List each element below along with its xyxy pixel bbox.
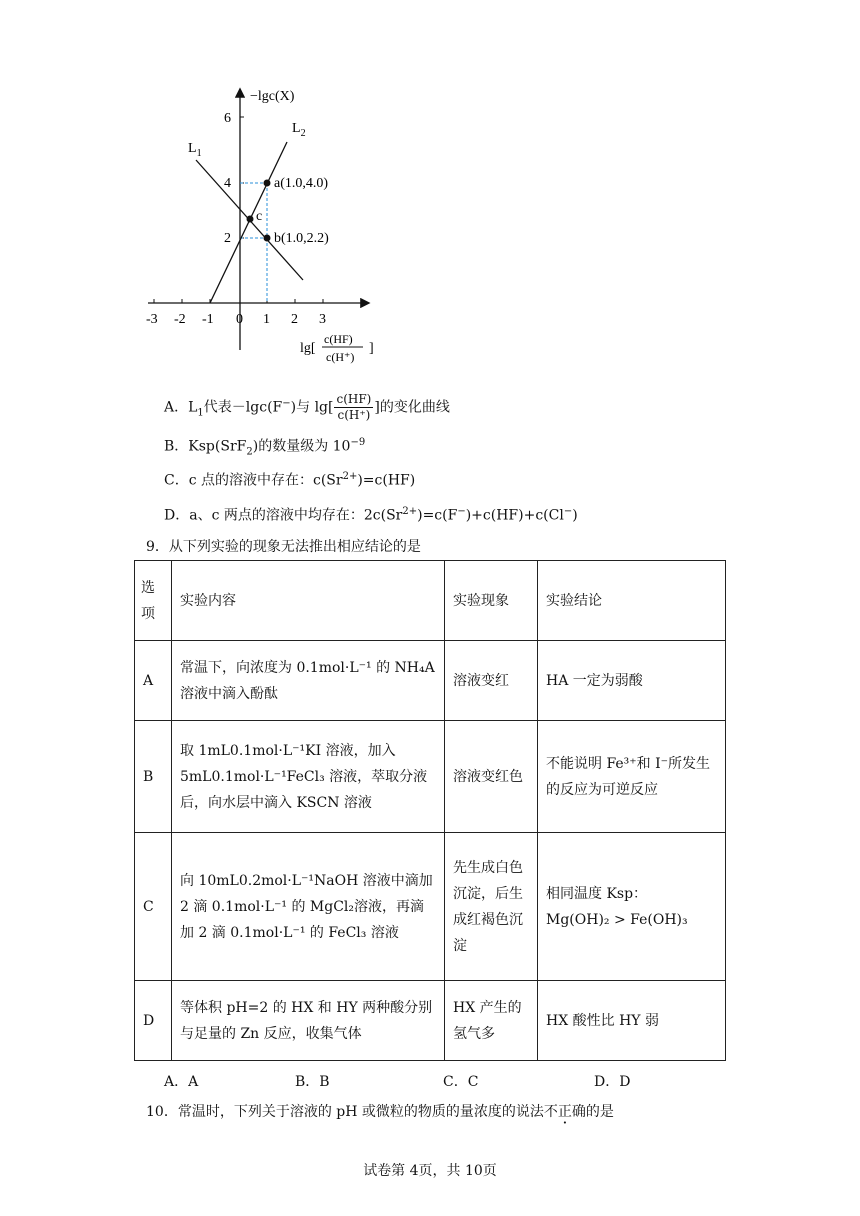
y-axis-label: −lgc(X) <box>250 89 295 104</box>
row-a-content: 常温下，向浓度为 0.1mol·L⁻¹ 的 NH₄A 溶液中滴入酚酞 <box>172 641 445 721</box>
row-b-phenomenon: 溶液变红色 <box>445 721 538 833</box>
row-d-content: 等体积 pH=2 的 HX 和 HY 两种酸分别与足量的 Zn 反应，收集气体 <box>172 981 445 1061</box>
x-tick--2: -2 <box>174 312 186 327</box>
x-axis-label-num: c(HF) <box>324 332 353 346</box>
row-b-content: 取 1mL0.1mol·L⁻¹KI 溶液，加入 5mL0.1mol·L⁻¹FeCl₃ 溶液，萃取分液后，向水层中滴入 KSCN 溶液 <box>172 721 445 833</box>
y-tick-6: 6 <box>224 111 231 126</box>
x-tick-2: 2 <box>291 312 298 327</box>
x-axis-label-prefix: lg[ <box>300 341 316 356</box>
question-10-title: 10．常温时，下列关于溶液的 pH 或微粒的物质的量浓度的说法不正确的是 <box>146 1104 614 1120</box>
row-c-phenomenon: 先生成白色沉淀，后生成红褐色沉淀 <box>445 833 538 981</box>
label-L2: $L_2$ <box>292 121 306 139</box>
row-c-conclusion-formula: Mg(OH)₂ > Fe(OH)₃ <box>546 911 688 928</box>
question-9-title: 9．从下列实验的现象无法推出相应结论的是 <box>146 539 421 555</box>
x-axis-label-suffix: ] <box>369 341 374 356</box>
point-c-marker <box>247 216 254 223</box>
row-a-phenomenon: 溶液变红 <box>445 641 538 721</box>
x-tick-3: 3 <box>319 312 326 327</box>
point-a-label: a(1.0,4.0) <box>274 176 329 191</box>
row-d-phenomenon: HX 产生的氢气多 <box>445 981 538 1061</box>
x-tick-0: 0 <box>236 312 243 327</box>
label-L1: $L_1$ <box>188 141 202 159</box>
row-a-option: A <box>135 641 172 721</box>
option-8a-fraction: $\frac{c(HF)}{c(H^+)}$ <box>336 392 372 422</box>
answer-choice-b: B．B <box>295 1074 330 1090</box>
line-L2 <box>210 142 287 303</box>
row-d-conclusion: HX 酸性比 HY 弱 <box>538 981 726 1061</box>
option-8a: A．$L_1$代表－lgc(F−)与 lg[ $\frac{c(HF)}{c(H^+)}$ ]的变化曲线 <box>164 392 450 422</box>
x-axis-label-den: c(H⁺) <box>326 350 355 364</box>
page-footer: 试卷第 4页，共 10页 <box>363 1163 497 1179</box>
y-tick-4: 4 <box>224 176 231 191</box>
row-c-conclusion-cell <box>538 833 726 981</box>
graph <box>140 80 400 370</box>
option-8c: C．c 点的溶液中存在：$c(Sr^{2+})=c(HF)$ <box>164 471 416 489</box>
row-c-content: 向 10mL0.2mol·L⁻¹NaOH 溶液中滴加 2 滴 0.1mol·L⁻¹ 的 MgCl₂溶液，再滴加 2 滴 0.1mol·L⁻¹ 的 FeCl₃ 溶液 <box>172 833 445 981</box>
option-8b: B．Ksp(SrF$_2$)的数量级为 $10^{-9}$ <box>164 437 366 458</box>
header-conclusion: 实验结论 <box>538 561 726 641</box>
x-tick--1: -1 <box>202 312 214 327</box>
emphasis-not-correct: 不正确 <box>543 1104 586 1120</box>
header-phenomenon: 实验现象 <box>445 561 538 641</box>
option-8d: D．a、c 两点的溶液中均存在：$2c(Sr^{2+})=c(F^-)+c(HF)+c(Cl^-)$ <box>164 506 578 524</box>
point-b-marker <box>264 235 271 242</box>
row-a-conclusion: HA 一定为弱酸 <box>538 641 726 721</box>
experiment-table <box>134 560 726 1061</box>
point-c-label: c <box>256 209 263 224</box>
x-tick-1: 1 <box>263 312 270 327</box>
x-tick--3: -3 <box>146 312 158 327</box>
point-a-marker <box>264 180 271 187</box>
answer-choice-a: A．A <box>164 1074 199 1090</box>
table-header-row <box>135 561 726 641</box>
header-content: 实验内容 <box>172 561 445 641</box>
y-tick-2: 2 <box>224 231 231 246</box>
table-row <box>135 833 726 981</box>
answer-choice-d: D．D <box>594 1074 631 1090</box>
table-row <box>135 721 726 833</box>
row-d-option: D <box>135 981 172 1061</box>
row-b-conclusion: 不能说明 Fe³⁺和 I⁻所发生的反应为可逆反应 <box>538 721 726 833</box>
point-b-label: b(1.0,2.2) <box>274 231 329 246</box>
answer-choice-c: C．C <box>443 1074 479 1090</box>
row-c-option: C <box>135 833 172 981</box>
header-option: 选项 <box>135 561 172 641</box>
table-row <box>135 981 726 1061</box>
table-row <box>135 641 726 721</box>
row-c-conclusion: 相同温度 Ksp： <box>546 885 648 902</box>
row-b-option: B <box>135 721 172 833</box>
